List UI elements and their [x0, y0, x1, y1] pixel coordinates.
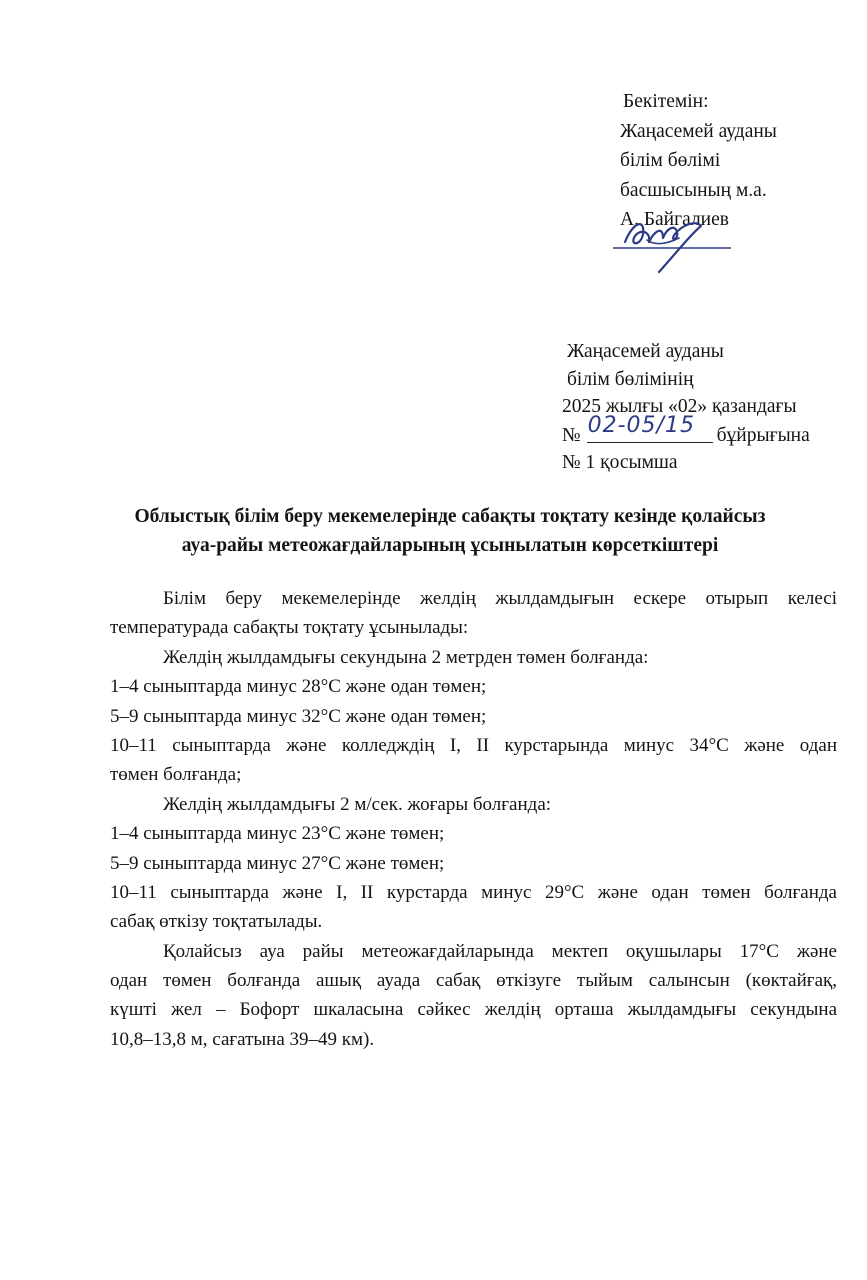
body-line: күшті жел – Бофорт шкаласына сәйкес желдің орташа жылдамдығы секундына: [110, 999, 837, 1021]
approval-position: басшысының м.а.: [620, 179, 767, 201]
order-reference-block: [562, 338, 810, 477]
order-number-handwritten: 02-05/15: [587, 412, 695, 438]
appendix-number: № 1 қосымша: [562, 452, 678, 473]
body-line: 5–9 сыныптарда минус 32°С және одан төмен;: [110, 705, 487, 727]
order-date: 2025 жылғы «02» қазандағы: [562, 396, 797, 417]
handwritten-signature: [605, 212, 745, 274]
title-line-2: ауа-райы метеожағдайларының ұсынылатын көрсеткіштері: [181, 535, 719, 556]
body-line: температурада сабақты тоқтату ұсынылады:: [110, 617, 469, 639]
body-line: төмен болғанда;: [110, 764, 242, 786]
body-line: 1–4 сыныптарда минус 28°С және одан төмен;: [110, 676, 487, 698]
body-line: 1–4 сыныптарда минус 23°С және төмен;: [110, 823, 445, 845]
body-line: Қолайсыз ауа райы метеожағдайларында мектеп оқушылары 17°С және: [163, 940, 837, 962]
document-body: [110, 584, 837, 1054]
body-line: 10,8–13,8 м, сағатына 39–49 км).: [110, 1028, 375, 1050]
approval-heading: Бекітемін:: [623, 91, 709, 112]
body-line: сабақ өткізу тоқтатылады.: [110, 911, 323, 933]
order-number-field: [587, 412, 713, 443]
approval-department: білім бөлімі: [620, 150, 721, 171]
order-number-suffix: бұйрығына: [716, 424, 810, 446]
approval-district: Жаңасемей ауданы: [620, 120, 777, 142]
body-line: Білім беру мекемелерінде желдің жылдамдығын ескере отырып келесі: [163, 588, 837, 609]
body-line: одан төмен болғанда ашық ауада сабақ өткізуге тыйым салынсын (көктайғақ,: [110, 970, 837, 992]
order-district: Жаңасемей ауданы: [567, 341, 724, 362]
order-number-prefix: №: [562, 424, 581, 446]
approval-signer-name: А. Байгалиев: [620, 209, 729, 230]
body-line: 10–11 сыныптарда және I, II курстарда минус 29°С және одан төмен болғанда: [110, 881, 837, 903]
body-line: 5–9 сыныптарда минус 27°С және төмен;: [110, 852, 445, 874]
order-number-line: [562, 412, 810, 450]
title-line-1: Облыстық білім беру мекемелерінде сабақты тоқтату кезінде қолайсыз: [134, 506, 766, 527]
document-title: [60, 502, 840, 560]
body-line: Желдің жылдамдығы 2 м/сек. жоғары болғанда:: [163, 793, 552, 815]
body-line: Желдің жылдамдығы секундына 2 метрден төмен болғанда:: [163, 646, 649, 668]
order-department: білім бөлімінің: [567, 368, 694, 390]
body-line: 10–11 сыныптарда және колледждің I, II курстарында минус 34°С және одан: [110, 734, 837, 756]
